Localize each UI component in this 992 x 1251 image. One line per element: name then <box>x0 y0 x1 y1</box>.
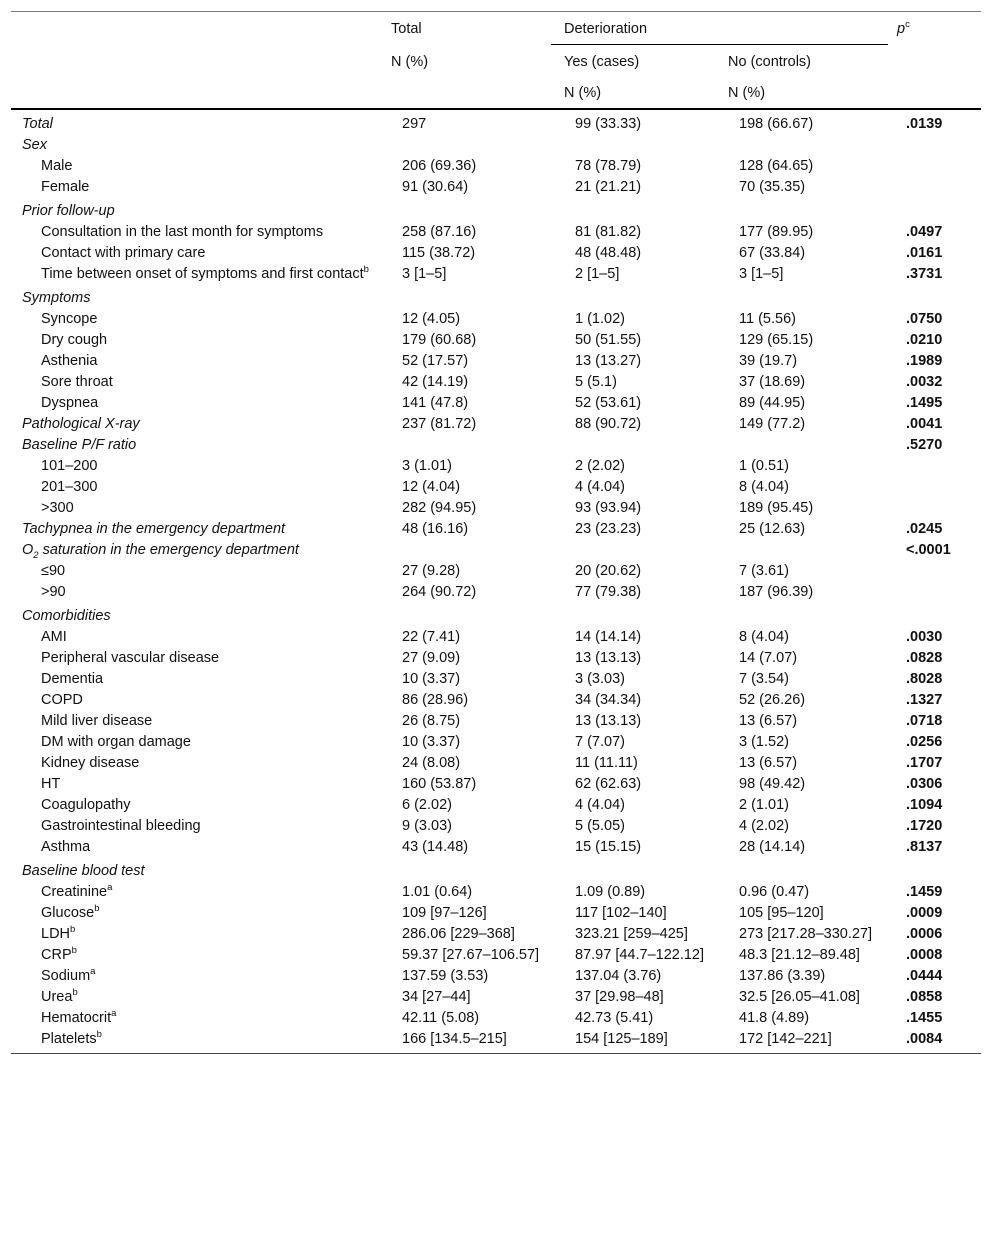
total-cell: 206 (69.36) <box>402 158 477 174</box>
cases-cell: 88 (90.72) <box>575 416 642 432</box>
table-row <box>11 330 992 351</box>
p-value-cell: .1094 <box>906 797 943 813</box>
row-label: Symptoms <box>22 290 91 306</box>
total-cell: 282 (94.95) <box>402 500 477 516</box>
controls-cell: 7 (3.54) <box>739 671 789 687</box>
controls-cell <box>739 540 906 561</box>
total-cell: 42 (14.19) <box>402 374 469 390</box>
cases-cell: 154 [125–189] <box>575 1031 668 1047</box>
controls-cell: 67 (33.84) <box>739 245 806 261</box>
cases-cell <box>575 603 739 627</box>
p-value-cell: .0256 <box>906 734 943 750</box>
p-value-cell: .3731 <box>906 266 943 282</box>
p-value-cell: .0161 <box>906 245 943 261</box>
total-cell: 10 (3.37) <box>402 734 461 750</box>
total-cell: 43 (14.48) <box>402 839 469 855</box>
total-cell <box>402 603 575 627</box>
controls-cell: 89 (44.95) <box>739 395 806 411</box>
header-yes-cases: Yes (cases) <box>564 54 640 70</box>
row-label: Urea$^b$ <box>41 987 78 1005</box>
controls-cell: 273 [217.28–330.27] <box>739 926 873 942</box>
p-value-cell: .0139 <box>906 116 943 132</box>
controls-cell: 25 (12.63) <box>739 521 806 537</box>
table-row <box>11 1029 992 1050</box>
controls-cell: 28 (14.14) <box>739 839 806 855</box>
row-label: Mild liver disease <box>41 713 153 729</box>
cases-cell: 1 (1.02) <box>575 311 625 327</box>
p-value-cell: .0750 <box>906 311 943 327</box>
controls-cell: 105 [95–120] <box>739 905 824 921</box>
header-total: Total <box>391 21 422 37</box>
controls-cell: 198 (66.67) <box>739 116 814 132</box>
total-cell: 137.59 (3.53) <box>402 968 489 984</box>
row-label: LDH$^b$ <box>41 924 76 942</box>
total-cell: 10 (3.37) <box>402 671 461 687</box>
p-value-cell: .8137 <box>906 839 943 855</box>
p-value-cell: .1720 <box>906 818 943 834</box>
p-value-cell: .8028 <box>906 671 943 687</box>
p-value-cell <box>906 456 992 477</box>
table-row <box>11 582 992 603</box>
row-label: Sodium$^a$ <box>41 966 96 984</box>
controls-cell: 3 (1.52) <box>739 734 789 750</box>
total-cell: 91 (30.64) <box>402 179 469 195</box>
row-label: Sore throat <box>41 374 113 390</box>
cases-cell: 62 (62.63) <box>575 776 642 792</box>
table-row <box>11 456 992 477</box>
table-row <box>11 945 992 966</box>
row-label: >90 <box>41 584 66 600</box>
total-cell: 26 (8.75) <box>402 713 461 729</box>
total-cell <box>402 198 575 222</box>
total-cell <box>402 540 575 561</box>
table-row <box>11 309 992 330</box>
controls-cell: 177 (89.95) <box>739 224 814 240</box>
cases-cell: 1.09 (0.89) <box>575 884 646 900</box>
controls-cell <box>739 198 906 222</box>
controls-cell: 8 (4.04) <box>739 479 789 495</box>
row-label: Total <box>22 116 53 132</box>
table-row <box>11 648 992 669</box>
row-label: Glucose$^b$ <box>41 903 100 921</box>
cases-cell: 37 [29.98–48] <box>575 989 664 1005</box>
table-row <box>11 477 992 498</box>
table-row <box>11 222 992 243</box>
p-value-cell <box>906 858 992 882</box>
controls-cell: 14 (7.07) <box>739 650 798 666</box>
cases-cell: 81 (81.82) <box>575 224 642 240</box>
total-cell: 166 [134.5–215] <box>402 1031 507 1047</box>
table-row <box>11 924 992 945</box>
p-value-cell <box>906 135 992 156</box>
cases-cell: 5 (5.1) <box>575 374 617 390</box>
cases-cell: 34 (34.34) <box>575 692 642 708</box>
cases-cell: 7 (7.07) <box>575 734 625 750</box>
total-cell: 24 (8.08) <box>402 755 461 771</box>
header-no-unit: N (%) <box>728 85 766 101</box>
cases-cell: 5 (5.05) <box>575 818 625 834</box>
table-row <box>11 114 992 135</box>
row-label: Time between onset of symptoms and first contact$^b$ <box>41 264 369 282</box>
controls-cell: 187 (96.39) <box>739 584 814 600</box>
total-cell: 42.11 (5.08) <box>402 1010 480 1026</box>
row-label: CRP$^b$ <box>41 945 77 963</box>
table-row <box>11 753 992 774</box>
table-row <box>11 498 992 519</box>
controls-cell: 98 (49.42) <box>739 776 806 792</box>
total-cell: 48 (16.16) <box>402 521 469 537</box>
total-cell: 258 (87.16) <box>402 224 477 240</box>
row-label: Hematocrit$^a$ <box>41 1008 117 1026</box>
table-row <box>11 198 992 222</box>
cases-cell: 77 (79.38) <box>575 584 642 600</box>
row-label: Asthenia <box>41 353 98 369</box>
controls-cell: 70 (35.35) <box>739 179 806 195</box>
cases-cell: 48 (48.48) <box>575 245 642 261</box>
header-p-value: $p^c$ <box>897 19 910 37</box>
total-cell <box>402 285 575 309</box>
total-cell: 9 (3.03) <box>402 818 452 834</box>
row-label: 201–300 <box>41 479 98 495</box>
table-row <box>11 774 992 795</box>
row-label: Dyspnea <box>41 395 99 411</box>
row-label: Platelets$^b$ <box>41 1029 102 1047</box>
total-cell: 59.37 [27.67–106.57] <box>402 947 540 963</box>
cases-cell: 323.21 [259–425] <box>575 926 688 942</box>
row-label: Sex <box>22 137 47 153</box>
cases-cell: 52 (53.61) <box>575 395 642 411</box>
row-label: Tachypnea in the emergency department <box>22 521 286 537</box>
total-cell: 6 (2.02) <box>402 797 452 813</box>
total-cell: 179 (60.68) <box>402 332 477 348</box>
controls-cell: 2 (1.01) <box>739 797 789 813</box>
controls-cell <box>739 858 906 882</box>
row-label: $O_2$ saturation in the emergency department <box>22 542 299 561</box>
p-value-cell <box>906 582 992 603</box>
table-row <box>11 966 992 987</box>
p-value-cell: .0008 <box>906 947 943 963</box>
row-label: Female <box>41 179 90 195</box>
table-body <box>11 114 992 1050</box>
cases-cell: 3 (3.03) <box>575 671 625 687</box>
cases-cell: 14 (14.14) <box>575 629 642 645</box>
total-cell: 160 (53.87) <box>402 776 477 792</box>
total-cell: 86 (28.96) <box>402 692 469 708</box>
p-value-cell <box>906 177 992 198</box>
total-cell: 22 (7.41) <box>402 629 461 645</box>
controls-cell: 0.96 (0.47) <box>739 884 810 900</box>
controls-cell: 7 (3.61) <box>739 563 789 579</box>
p-value-cell: .0828 <box>906 650 943 666</box>
total-cell: 1.01 (0.64) <box>402 884 473 900</box>
total-cell: 34 [27–44] <box>402 989 471 1005</box>
row-label: >300 <box>41 500 74 516</box>
controls-cell: 128 (64.65) <box>739 158 814 174</box>
p-value-cell <box>906 561 992 582</box>
row-label: 101–200 <box>41 458 98 474</box>
row-label: Baseline blood test <box>22 863 145 879</box>
controls-cell: 189 (95.45) <box>739 500 814 516</box>
cases-cell: 78 (78.79) <box>575 158 642 174</box>
row-label: Comorbidities <box>22 608 111 624</box>
p-value-cell: .0006 <box>906 926 943 942</box>
total-cell: 3 (1.01) <box>402 458 452 474</box>
total-cell: 286.06 [229–368] <box>402 926 515 942</box>
table-row <box>11 816 992 837</box>
row-label: DM with organ damage <box>41 734 191 750</box>
cases-cell <box>575 435 739 456</box>
table-row <box>11 177 992 198</box>
row-label: Asthma <box>41 839 91 855</box>
cases-cell: 15 (15.15) <box>575 839 642 855</box>
row-label: COPD <box>41 692 83 708</box>
total-cell: 264 (90.72) <box>402 584 477 600</box>
table-row <box>11 372 992 393</box>
row-label: Gastrointestinal bleeding <box>41 818 201 834</box>
table-row <box>11 987 992 1008</box>
table-row <box>11 732 992 753</box>
controls-cell: 172 [142–221] <box>739 1031 832 1047</box>
cases-cell: 13 (13.13) <box>575 650 642 666</box>
table-row <box>11 351 992 372</box>
total-cell <box>402 435 575 456</box>
row-label: Kidney disease <box>41 755 140 771</box>
table-bottom-rule <box>11 1050 981 1054</box>
controls-cell: 4 (2.02) <box>739 818 789 834</box>
row-label: Baseline P/F ratio <box>22 437 137 453</box>
table-header <box>11 12 981 110</box>
p-value-cell: .0497 <box>906 224 943 240</box>
row-label: Dry cough <box>41 332 108 348</box>
table-row <box>11 243 992 264</box>
cases-cell <box>575 285 739 309</box>
p-value-cell <box>906 198 992 222</box>
total-cell: 27 (9.28) <box>402 563 461 579</box>
controls-cell <box>739 603 906 627</box>
table-row <box>11 135 992 156</box>
controls-cell: 52 (26.26) <box>739 692 806 708</box>
table-row <box>11 690 992 711</box>
table-row <box>11 711 992 732</box>
table-row <box>11 156 992 177</box>
table-row <box>11 858 992 882</box>
p-value-cell: .1327 <box>906 692 943 708</box>
table-row <box>11 561 992 582</box>
table-row <box>11 519 992 540</box>
p-value-cell: .0030 <box>906 629 943 645</box>
controls-cell: 11 (5.56) <box>739 311 796 327</box>
cases-cell: 21 (21.21) <box>575 179 642 195</box>
controls-cell: 48.3 [21.12–89.48] <box>739 947 860 963</box>
controls-cell <box>739 435 906 456</box>
p-value-cell: .0306 <box>906 776 943 792</box>
total-cell: 115 (38.72) <box>402 245 476 261</box>
controls-cell: 137.86 (3.39) <box>739 968 826 984</box>
row-label: HT <box>41 776 61 792</box>
cases-cell: 11 (11.11) <box>575 755 638 771</box>
controls-cell: 129 (65.15) <box>739 332 814 348</box>
comparison-table <box>11 11 981 1054</box>
cases-cell: 13 (13.27) <box>575 353 642 369</box>
p-value-cell: .0858 <box>906 989 943 1005</box>
controls-cell <box>739 285 906 309</box>
p-value-cell: .0245 <box>906 521 943 537</box>
controls-cell: 3 [1–5] <box>739 266 784 282</box>
table-row <box>11 903 992 924</box>
table-row <box>11 393 992 414</box>
row-label: Creatinine$^a$ <box>41 882 113 900</box>
p-value-cell <box>906 285 992 309</box>
row-label: Pathological X-ray <box>22 416 140 432</box>
cases-cell: 99 (33.33) <box>575 116 642 132</box>
cases-cell: 4 (4.04) <box>575 797 625 813</box>
table-row <box>11 627 992 648</box>
p-value-cell: .1989 <box>906 353 943 369</box>
cases-cell <box>575 858 739 882</box>
row-label: Syncope <box>41 311 98 327</box>
row-label: AMI <box>41 629 67 645</box>
p-value-cell <box>906 603 992 627</box>
p-value-cell: .0444 <box>906 968 943 984</box>
row-label: Male <box>41 158 73 174</box>
controls-cell: 1 (0.51) <box>739 458 789 474</box>
header-yes-unit: N (%) <box>564 85 602 101</box>
table-row <box>11 540 992 561</box>
p-value-cell <box>906 156 992 177</box>
cases-cell: 23 (23.23) <box>575 521 642 537</box>
controls-cell: 41.8 (4.89) <box>739 1010 810 1026</box>
total-cell: 52 (17.57) <box>402 353 469 369</box>
p-value-cell: .0210 <box>906 332 943 348</box>
table-row <box>11 603 992 627</box>
row-label: Coagulopathy <box>41 797 131 813</box>
row-label: Dementia <box>41 671 104 687</box>
p-value-cell <box>906 477 992 498</box>
table-row <box>11 264 992 285</box>
table-row <box>11 669 992 690</box>
header-total-unit: N (%) <box>391 54 429 70</box>
row-label: ≤90 <box>41 563 66 579</box>
cases-cell: 117 [102–140] <box>575 905 667 921</box>
total-cell: 12 (4.05) <box>402 311 461 327</box>
table-row <box>11 837 992 858</box>
controls-cell: 13 (6.57) <box>739 713 798 729</box>
p-value-cell: .1455 <box>906 1010 943 1026</box>
header-no-controls: No (controls) <box>728 54 811 70</box>
table-row <box>11 285 992 309</box>
total-cell: 3 [1–5] <box>402 266 447 282</box>
p-value-cell: .1459 <box>906 884 943 900</box>
p-value-cell: <.0001 <box>906 542 951 558</box>
row-label: Contact with primary care <box>41 245 206 261</box>
total-cell: 109 [97–126] <box>402 905 487 921</box>
total-cell: 27 (9.09) <box>402 650 461 666</box>
row-label: Prior follow-up <box>22 203 115 219</box>
p-value-cell: .0032 <box>906 374 943 390</box>
p-value-cell: .0009 <box>906 905 943 921</box>
controls-cell: 39 (19.7) <box>739 353 798 369</box>
p-value-cell: .1495 <box>906 395 943 411</box>
table-row <box>11 795 992 816</box>
cases-cell <box>575 540 739 561</box>
controls-cell: 32.5 [26.05–41.08] <box>739 989 860 1005</box>
cases-cell: 2 [1–5] <box>575 266 620 282</box>
cases-cell: 4 (4.04) <box>575 479 625 495</box>
total-cell: 141 (47.8) <box>402 395 469 411</box>
cases-cell: 2 (2.02) <box>575 458 625 474</box>
cases-cell: 87.97 [44.7–122.12] <box>575 947 705 963</box>
cases-cell: 13 (13.13) <box>575 713 642 729</box>
cases-cell: 137.04 (3.76) <box>575 968 662 984</box>
cases-cell: 93 (93.94) <box>575 500 642 516</box>
controls-cell: 149 (77.2) <box>739 416 806 432</box>
p-value-cell <box>906 498 992 519</box>
p-value-cell: .5270 <box>906 437 943 453</box>
table-row <box>11 882 992 903</box>
cases-cell: 20 (20.62) <box>575 563 642 579</box>
p-value-cell: .0084 <box>906 1031 943 1047</box>
controls-cell: 37 (18.69) <box>739 374 806 390</box>
row-label: Peripheral vascular disease <box>41 650 220 666</box>
controls-cell: 13 (6.57) <box>739 755 798 771</box>
cases-cell: 42.73 (5.41) <box>575 1010 654 1026</box>
cases-cell <box>575 198 739 222</box>
header-deterioration: Deterioration <box>564 21 648 37</box>
total-cell: 237 (81.72) <box>402 416 477 432</box>
row-label: Consultation in the last month for symptoms <box>41 224 324 240</box>
table-row <box>11 435 992 456</box>
controls-cell: 8 (4.04) <box>739 629 789 645</box>
cases-cell: 50 (51.55) <box>575 332 642 348</box>
total-cell: 297 <box>402 116 427 132</box>
deterioration-span-rule <box>551 44 888 45</box>
table-row <box>11 414 992 435</box>
total-cell <box>402 858 575 882</box>
cases-cell <box>575 135 739 156</box>
p-value-cell: .0718 <box>906 713 943 729</box>
table-row <box>11 1008 992 1029</box>
total-cell <box>402 135 575 156</box>
p-value-cell: .0041 <box>906 416 943 432</box>
total-cell: 12 (4.04) <box>402 479 461 495</box>
p-value-cell: .1707 <box>906 755 943 771</box>
controls-cell <box>739 135 906 156</box>
